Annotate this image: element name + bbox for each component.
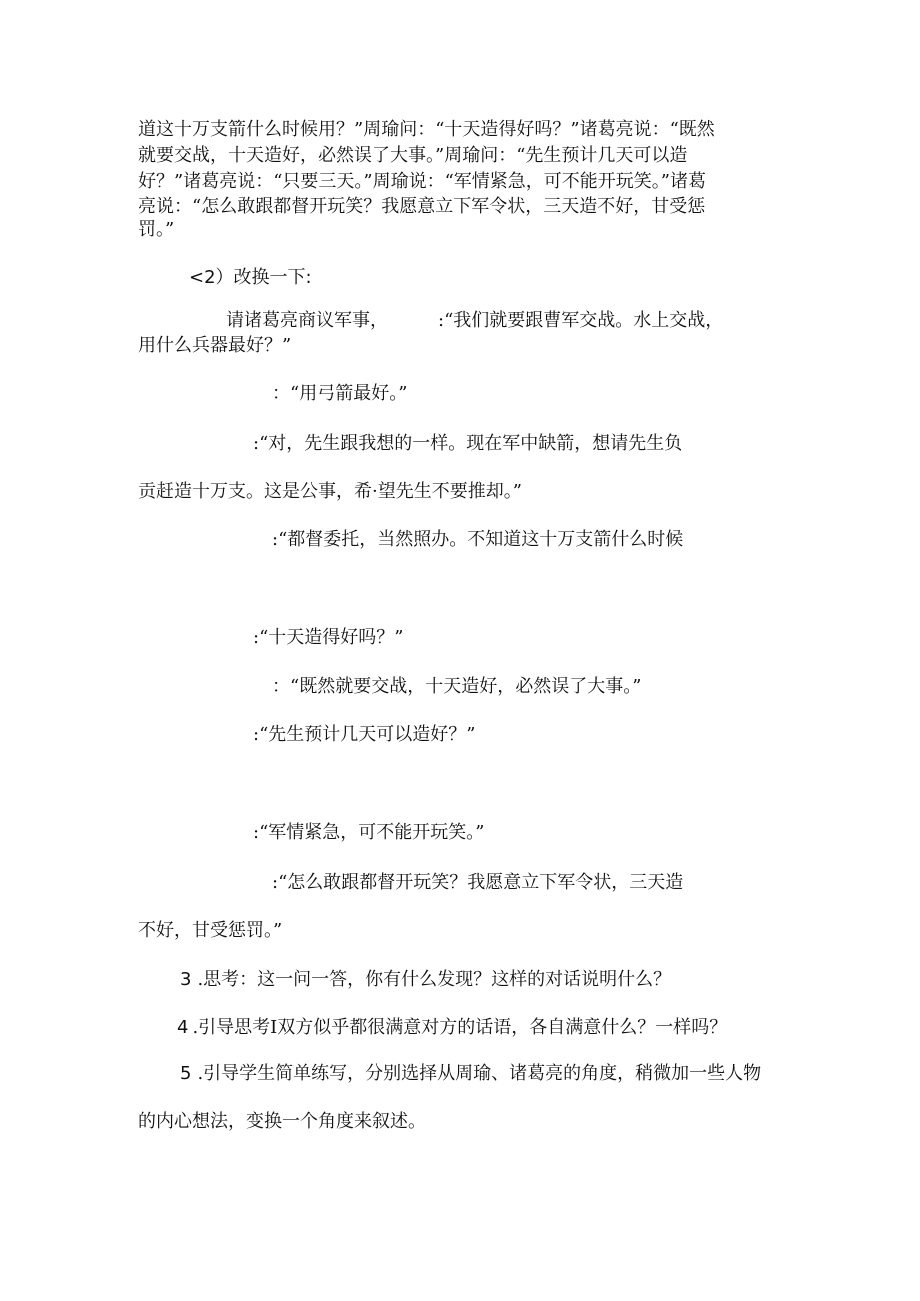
item-text: .引导思考I双方似乎都很满意对方的话语，各自满意什么？一样吗？: [192, 1017, 728, 1038]
item-number: 5: [180, 1063, 192, 1084]
dialogue-line: :“都督委托，当然照办。不知道这十万支箭什么时候: [272, 529, 684, 550]
dialogue-line: :“我们就要跟曹军交战。水上交战，: [438, 310, 724, 331]
item-text: .思考：这一问一答，你有什么发现？这样的对话说明什么？: [197, 969, 672, 990]
list-item-continuation: 的内心想法，变换一个角度来叙述。: [138, 1111, 426, 1132]
text-line: 道这十万支箭什么时候用？”周瑜问：“十天造得好吗？”诸葛亮说：“既然: [138, 119, 715, 140]
item-text: .引导学生简单练写，分别选择从周瑜、诸葛亮的角度，稍微加一些人物: [197, 1063, 762, 1084]
text-line: 好？”诸葛亮说：“只要三天。”周瑜说：“军情紧急，可不能开玩笑。”诸葛: [138, 171, 707, 192]
item-number: 3: [180, 969, 192, 990]
dialogue-line: 贡赶造十万支。这是公事，希·望先生不要推却。”: [138, 481, 522, 502]
item-number: 4: [177, 1017, 189, 1038]
dialogue-line: :“对，先生跟我想的一样。现在军中缺箭，想请先生负: [253, 433, 683, 454]
dialogue-line: :“怎么敢跟都督开玩笑？我愿意立下军令状，三天造: [272, 872, 684, 893]
text-line: 就要交战，十天造好，必然误了大事。”周瑜问：“先生预计几天可以造: [138, 145, 688, 166]
list-item: [177, 1017, 727, 1039]
dialogue-line: ：“既然就要交战，十天造好，必然误了大事。”: [272, 676, 642, 697]
list-item: [180, 969, 671, 991]
dialogue-line: :“军情紧急，可不能开玩笑。”: [253, 822, 485, 843]
dialogue-line: 不好，甘受惩罚。”: [138, 920, 283, 941]
dialogue-line: 用什么兵器最好？”: [138, 335, 292, 356]
text-line: 亮说：“怎么敢跟都督开玩笑？我愿意立下军令状，三天造不好，甘受惩: [138, 196, 706, 217]
dialogue-line: 请诸葛亮商议军事，: [226, 310, 388, 331]
dialogue-line: :“十天造得好吗？”: [253, 627, 404, 648]
list-item: [180, 1063, 761, 1085]
dialogue-line: :“先生预计几天可以造好？”: [253, 724, 476, 745]
dialogue-line: ：“用弓箭最好。”: [272, 383, 408, 404]
text-line: 罚。”: [138, 219, 175, 240]
section-heading: <2）改换一下:: [189, 267, 312, 288]
